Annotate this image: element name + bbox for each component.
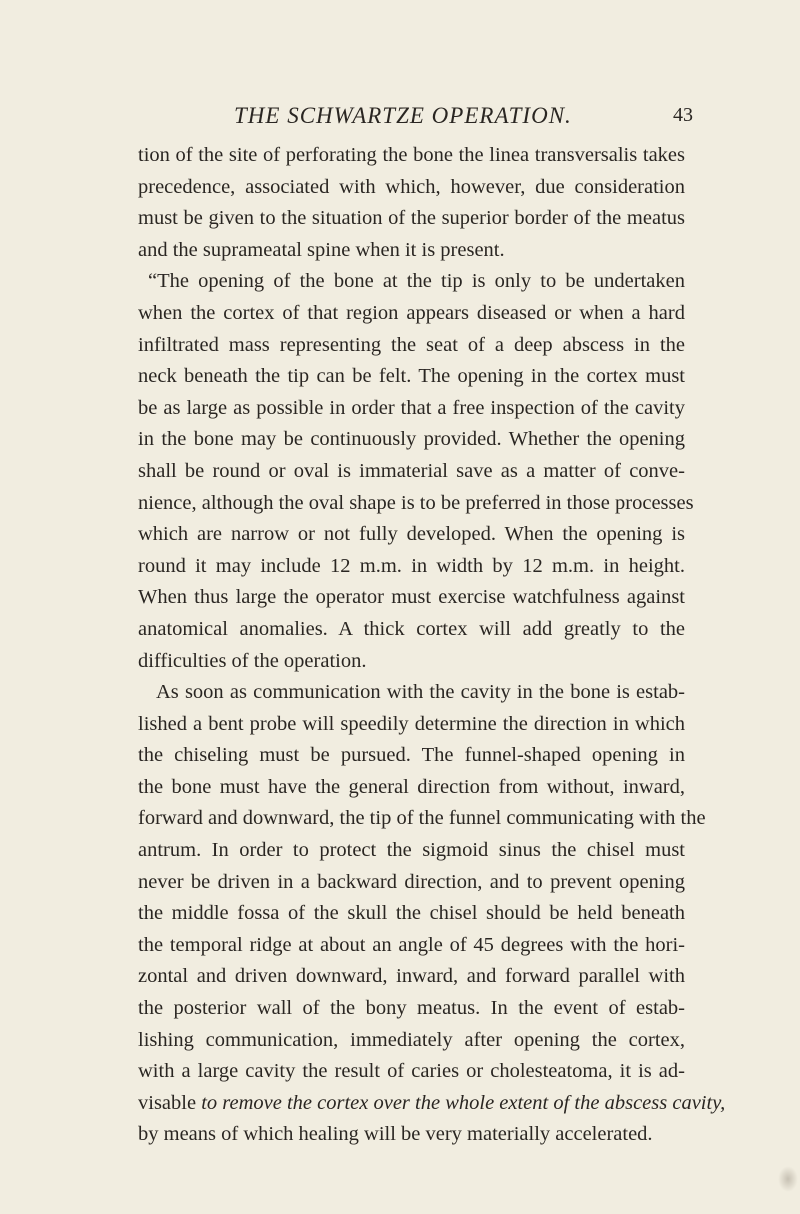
text-line: with a large cavity the result of caries or cholesteatoma, it is ad- [138, 1060, 685, 1083]
page-smudge [778, 1166, 798, 1192]
text-line: when the cortex of that region appears diseased or when a hard [138, 301, 685, 324]
text-line: the chiseling must be pursued. The funnel-shaped opening in [138, 744, 685, 767]
text-line: the posterior wall of the bony meatus. In the event of estab- [138, 997, 685, 1020]
running-title: THE SCHWARTZE OPERATION. [234, 103, 572, 128]
text-run: visable [138, 1091, 202, 1114]
text-line: nience, although the oval shape is to be preferred in those processes [138, 491, 694, 514]
text-line: anatomical anomalies. A thick cortex will add greatly to the [138, 617, 685, 640]
text-line: and the suprameatal spine when it is present. [138, 238, 505, 261]
text-line: forward and downward, the tip of the funnel communicating with the [138, 807, 706, 830]
text-line: the middle fossa of the skull the chisel should be held beneath [138, 902, 685, 925]
text-line: the bone must have the general direction from without, inward, [138, 775, 685, 798]
text-line: infiltrated mass representing the seat of a deep abscess in the [138, 333, 685, 356]
text-line: must be given to the situation of the superior border of the meatus [138, 207, 685, 230]
text-line: shall be round or oval is immaterial save as a matter of conve- [138, 459, 685, 482]
text-line: round it may include 12 m.m. in width by 12 m.m. in height. [138, 554, 685, 577]
text-line: zontal and driven downward, inward, and forward parallel with [138, 965, 685, 988]
text-line: the temporal ridge at about an angle of 45 degrees with the hori- [138, 933, 685, 956]
text-line: in the bone may be continuously provided. Whether the opening [138, 428, 685, 451]
italic-emphasis: to remove the cortex over the whole extent of the abscess cavity, [201, 1091, 726, 1114]
text-line: When thus large the operator must exercise watchfulness against [138, 586, 685, 609]
body-text [138, 140, 726, 1151]
text-line: As soon as communication with the cavity in the bone is estab- [156, 681, 685, 704]
text-line: never be driven in a backward direction, and to prevent opening [138, 870, 685, 893]
text-line: which are narrow or not fully developed. When the opening is [138, 523, 685, 546]
text-line: lishing communication, immediately after opening the cortex, [138, 1028, 685, 1051]
text-line: by means of which healing will be very materially accelerated. [138, 1123, 653, 1146]
text-line: difficulties of the operation. [138, 649, 367, 672]
running-header [0, 103, 800, 139]
text-line: precedence, associated with which, however, due consideration [138, 175, 685, 198]
text-line: lished a bent probe will speedily determine the direction in which [138, 712, 685, 735]
page-number: 43 [673, 104, 693, 126]
text-line: antrum. In order to protect the sigmoid sinus the chisel must [138, 839, 685, 862]
text-line-mixed [138, 1088, 726, 1120]
text-line: “The opening of the bone at the tip is only to be undertaken [148, 270, 685, 293]
text-line: neck beneath the tip can be felt. The opening in the cortex must [138, 365, 685, 388]
text-line: be as large as possible in order that a free inspection of the cavity [138, 396, 685, 419]
text-line: tion of the site of perforating the bone the linea transversalis takes [138, 144, 685, 166]
